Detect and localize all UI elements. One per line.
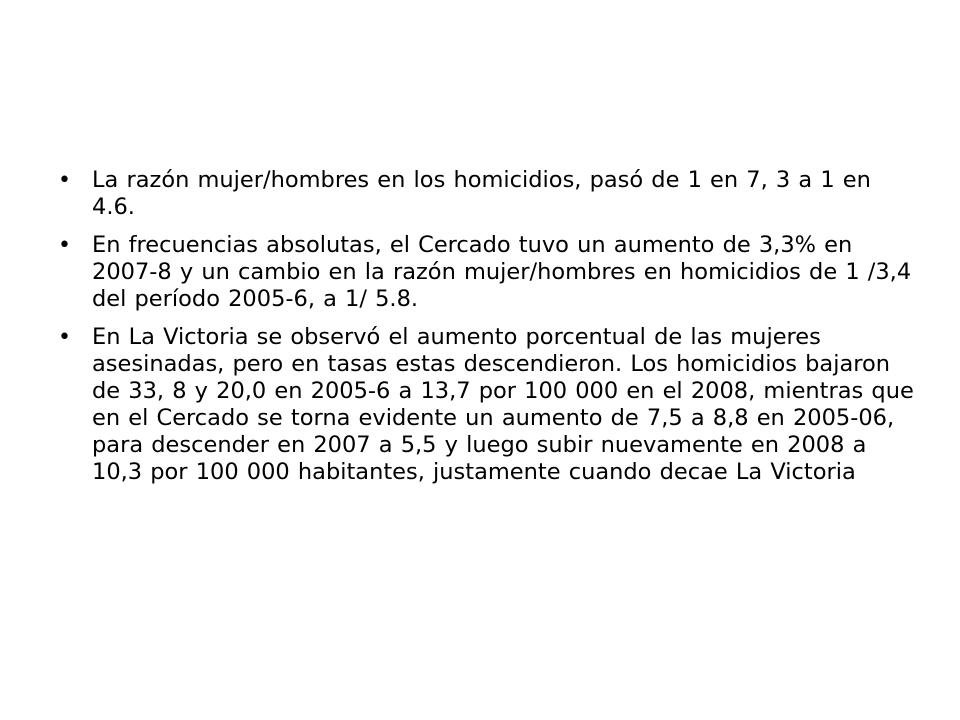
bullet-marker: • bbox=[58, 233, 71, 258]
bullet-text: En La Victoria se observó el aumento porcentual de las mujeres asesinadas, pero en tasas estas descendieron. Los homicidios bajaron de 33, 8 y 20,0 en 2005-6 a 13,7 por 100 000 en el 2008, mientras que en el Cercado se torna evidente un aumento de 7,5 a 8,8 en 2005-06, para descender en 2007 a 5,5 y luego subir nuevamente en 2008 a 10,3 por 100 000 habitantes, justamente cuando decae La Victoria bbox=[92, 324, 914, 485]
bullet-item-2 bbox=[55, 232, 915, 313]
bullet-item-3 bbox=[55, 324, 915, 486]
bullet-text: La razón mujer/hombres en los homicidios, pasó de 1 en 7, 3 a 1 en 4.6. bbox=[92, 167, 871, 220]
bullet-list bbox=[55, 167, 915, 497]
bullet-text: En frecuencias absolutas, el Cercado tuvo un aumento de 3,3% en 2007-8 y un cambio en la razón mujer/hombres en homicidios de 1 /3,4 del período 2005-6, a 1/ 5.8. bbox=[92, 232, 912, 312]
bullet-item-1 bbox=[55, 167, 915, 221]
bullet-marker: • bbox=[58, 168, 71, 193]
bullet-marker: • bbox=[58, 325, 71, 350]
